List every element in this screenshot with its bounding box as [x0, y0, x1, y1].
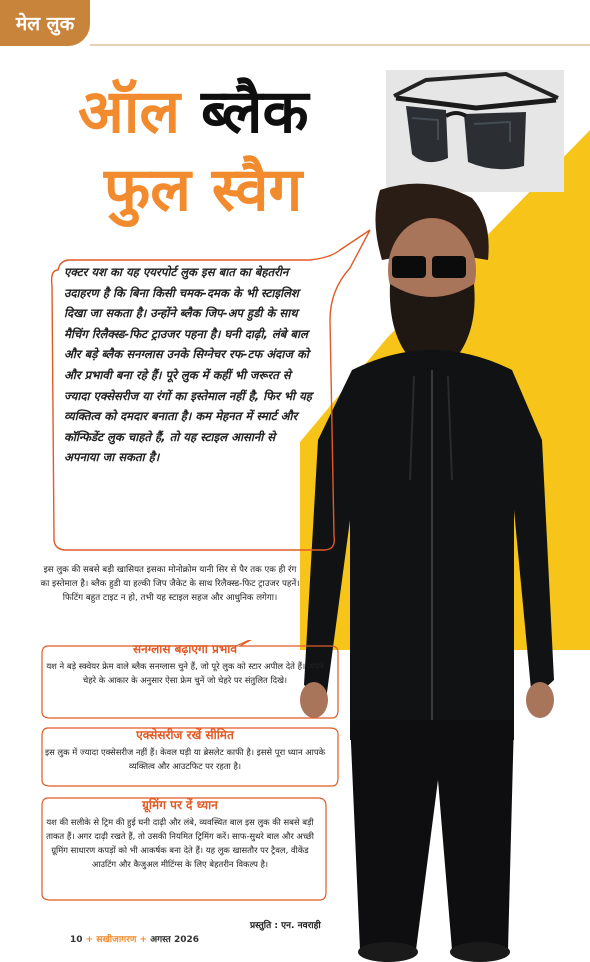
model-photo: [292, 180, 562, 962]
tip-heading: एक्सेसरीज रखें सीमित: [136, 728, 234, 742]
headline-line-1: [78, 77, 309, 147]
page-footer: 10 + सखीजागरण + अगस्त 2026: [70, 935, 199, 945]
magazine-name: सखीजागरण: [96, 935, 137, 945]
sunglasses-image: [386, 70, 564, 192]
tip-heading: ग्रूमिंग पर दें ध्यान: [142, 798, 218, 812]
headline-line-2: फुल स्वैग: [104, 155, 303, 225]
section-tag: मेल लुक: [0, 0, 90, 46]
tip-box-sunglasses: [40, 640, 330, 716]
issue-date: अगस्त 2026: [150, 935, 199, 945]
tip-box-grooming: [40, 792, 320, 898]
intro-text: एक्टर यश का यह एयरपोर्ट लुक इस बात का बेहतरीन उदाहरण है कि बिना किसी चमक-दमक के भी स्टाइलिश दिखा जा सकता है। उन्होंने ब्लैक जिप-अप हुडी के साथ मैचिंग रिलैक्स्ड-फिट ट्राउजर पहना है। घनी दाढ़ी, लंबे बाल और बड़े ब्लैक सनग्लास उनके सिग्नेचर रफ-टफ अंदाज को और प्रभावी बना रहे हैं। पूरे लुक में कहीं भी जरूरत से ज्यादा एक्सेसरीज या रंगों का इस्तेमाल नहीं है, फिर भी यह व्यक्तित्व को दमदार बनाता है। कम मेहनत में स्मार्ट और कॉन्फिडेंट लुक चाहते हैं, तो यह स्टाइल आसानी से अपनाया जा सकता है।: [64, 265, 312, 465]
tip-body: यश की सलीके से ट्रिम की हुई घनी दाढ़ी और लंबे, व्यवस्थित बाल इस लुक की सबसे बड़ी ताकत हैं। अगर दाढ़ी रखते हैं, तो उसकी नियमित ट्रिमिंग करें। साफ-सुथरे बाल और अच्छी ग्रूमिंग साधारण कपड़ों को भी आकर्षक बना देते हैं। यह लुक खासतौर पर ट्रैवल, वीकेंड आउटिंग और कैजुअल मीटिंग्स के लिए बेहतरीन विकल्प है।: [46, 817, 314, 869]
author-credit: प्रस्तुति : एन. नवराही: [250, 921, 321, 931]
person-silhouette: [292, 180, 562, 962]
body-paragraph: इस लुक की सबसे बड़ी खासियत इसका मोनोक्रोम यानी सिर से पैर तक एक ही रंग का इस्तेमाल है। ब्लैक हुडी या हल्की जिप जैकेट के साथ रिलैक्स्ड-फिट ट्राउजर पहनें। फिटिंग बहुत टाइट न हो, तभी यह स्टाइल सहज और आधुनिक लगेगा।: [40, 565, 300, 603]
tip-body: यश ने बड़े स्क्वेयर फ्रेम वाले ब्लैक सनग्लास चुने हैं, जो पूरे लुक को स्टार अपील देते हैं। अपने चेहरे के आकार के अनुसार ऐसा फ्रेम चुनें जो चेहरे पर संतुलित दिखे।: [46, 661, 324, 685]
sunglasses-icon: [386, 70, 564, 192]
page-number: 10: [70, 935, 83, 945]
tip-box-accessories: [40, 724, 330, 784]
headline-word-black: ब्लैक: [200, 77, 309, 147]
header-rule: [90, 44, 590, 46]
tip-heading: सनग्लास बढ़ाएगा प्रभाव: [132, 642, 238, 656]
headline-word-orange: ऑल: [78, 77, 181, 147]
tip-body: इस लुक में ज्यादा एक्सेसरीज नहीं हैं। केवल घड़ी या ब्रेसलेट काफी है। इससे पूरा ध्यान आपके व्यक्तित्व और आउटफिट पर रहता है।: [44, 747, 326, 771]
